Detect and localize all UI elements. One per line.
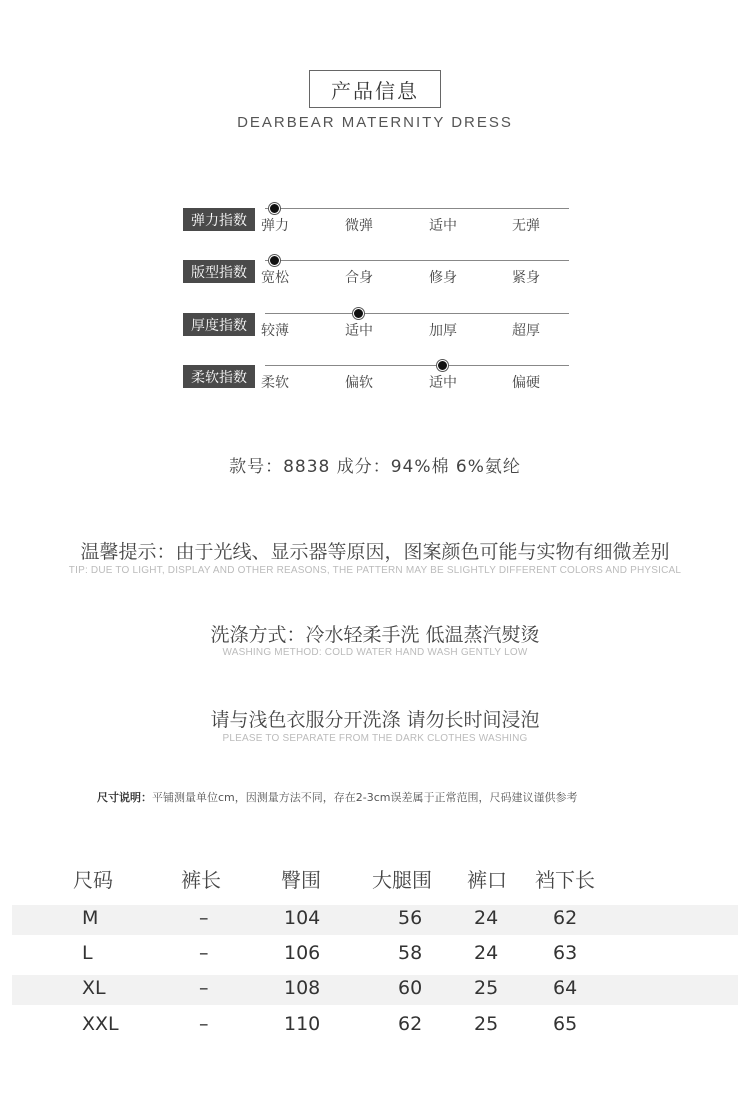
index-label: 弹力指数: [183, 208, 255, 231]
index-option: 加厚: [429, 323, 457, 339]
table-cell: 56: [398, 907, 423, 929]
index-marker-dot: [353, 308, 364, 319]
section-subtitle: DEARBEAR MATERNITY DRESS: [237, 114, 513, 131]
index-marker-dot: [269, 203, 280, 214]
table-cell: 64: [553, 977, 578, 999]
tip-notice-cn: 温馨提示：由于光线、显示器等原因，图案颜色可能与实物有细微差别: [80, 541, 670, 563]
table-cell: 63: [553, 942, 578, 964]
index-label: 柔软指数: [183, 365, 255, 388]
washing-method-en: WASHING METHOD: COLD WATER HAND WASH GENTLY LOW: [222, 647, 528, 658]
separate-wash-en: PLEASE TO SEPARATE FROM THE DARK CLOTHES WASHING: [222, 733, 528, 744]
table-cell: 106: [284, 942, 321, 964]
size-note-text: 平铺测量单位cm，因测量方法不同，存在2-3cm误差属于正常范围，尺码建议谨供参考: [152, 791, 578, 804]
index-row: [183, 203, 583, 253]
index-option: 合身: [345, 270, 373, 286]
table-cell: 25: [474, 1013, 499, 1035]
index-label: 厚度指数: [183, 313, 255, 336]
index-option: 适中: [429, 218, 457, 234]
table-row: [12, 1011, 738, 1041]
table-cell: 110: [284, 1013, 321, 1035]
table-header-cell: 裆下长: [535, 868, 595, 892]
index-option: 无弹: [512, 218, 540, 234]
index-label: 版型指数: [183, 260, 255, 283]
table-row: [12, 940, 738, 970]
table-cell: 60: [398, 977, 423, 999]
index-option: 微弹: [345, 218, 373, 234]
table-header-cell: 臀围: [281, 868, 321, 892]
table-cell: XL: [82, 977, 106, 999]
table-header-cell: 大腿围: [372, 868, 432, 892]
table-cell: 25: [474, 977, 499, 999]
section-title: 产品信息: [309, 70, 441, 108]
index-option: 紧身: [512, 270, 540, 286]
table-cell: L: [82, 942, 93, 964]
table-cell: 108: [284, 977, 321, 999]
index-option: 超厚: [512, 323, 540, 339]
table-header-cell: 裤口: [467, 868, 507, 892]
index-track: [265, 260, 569, 261]
table-cell: 65: [553, 1013, 578, 1035]
index-option: 修身: [429, 270, 457, 286]
separate-wash-cn: 请与浅色衣服分开洗涤 请勿长时间浸泡: [210, 709, 540, 731]
index-track: [265, 313, 569, 314]
index-track: [265, 208, 569, 209]
index-option: 偏软: [345, 375, 373, 391]
table-cell: –: [199, 1013, 209, 1035]
index-row: [183, 360, 583, 410]
index-option: 适中: [429, 375, 457, 391]
table-cell: –: [199, 942, 209, 964]
table-row: [12, 975, 738, 1005]
tip-notice-en: TIP: DUE TO LIGHT, DISPLAY AND OTHER REASONS, THE PATTERN MAY BE SLIGHTLY DIFFERENT COLORS AND PHYSICAL: [68, 565, 682, 576]
table-cell: –: [199, 907, 209, 929]
table-cell: 62: [553, 907, 578, 929]
product-spec: 款号：8838 成分：94%棉 6%氨纶: [229, 457, 521, 477]
index-row: [183, 308, 583, 358]
index-option: 宽松: [261, 270, 289, 286]
table-cell: 24: [474, 942, 499, 964]
table-cell: XXL: [82, 1013, 119, 1035]
table-cell: 62: [398, 1013, 423, 1035]
index-option: 较薄: [261, 323, 289, 339]
index-option: 柔软: [261, 375, 289, 391]
table-row: [12, 905, 738, 935]
table-cell: –: [199, 977, 209, 999]
index-marker-dot: [269, 255, 280, 266]
size-note: [97, 789, 578, 805]
table-header-cell: 尺码: [73, 868, 113, 892]
index-track: [265, 365, 569, 366]
index-option: 弹力: [261, 218, 289, 234]
table-header-cell: 裤长: [181, 868, 221, 892]
washing-method-cn: 洗涤方式：冷水轻柔手洗 低温蒸汽熨烫: [210, 624, 540, 646]
index-row: [183, 255, 583, 305]
index-option: 偏硬: [512, 375, 540, 391]
table-cell: 104: [284, 907, 321, 929]
table-cell: 24: [474, 907, 499, 929]
table-cell: M: [82, 907, 99, 929]
size-note-label: 尺寸说明：: [97, 791, 152, 804]
index-option: 适中: [345, 323, 373, 339]
table-cell: 58: [398, 942, 423, 964]
index-marker-dot: [437, 360, 448, 371]
